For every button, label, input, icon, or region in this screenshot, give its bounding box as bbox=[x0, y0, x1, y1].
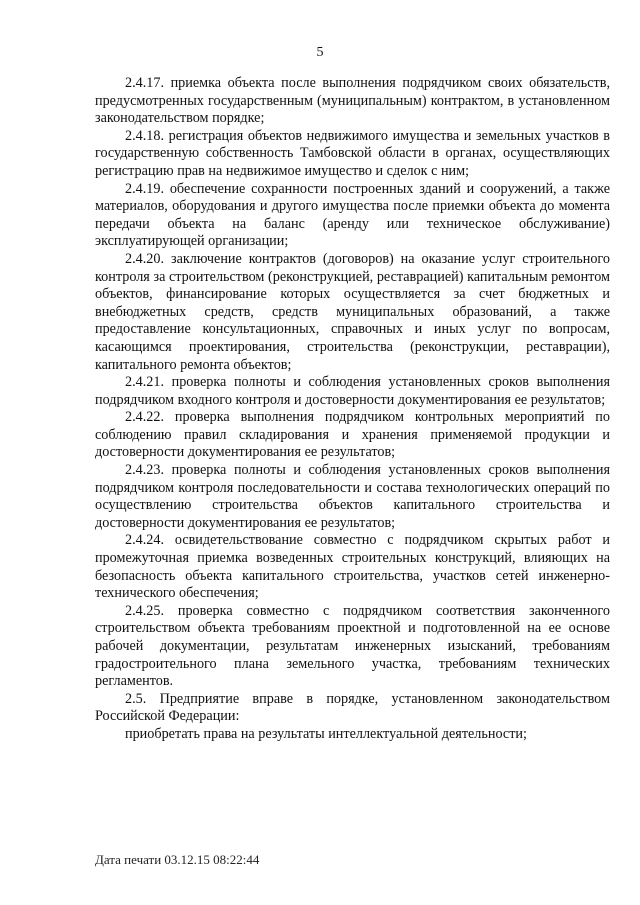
paragraph-2-5: 2.5. Предприятие вправе в порядке, установленном законодательством Российской Федерации: bbox=[95, 690, 610, 725]
document-body bbox=[95, 75, 610, 744]
print-date-footer: Дата печати 03.12.15 08:22:44 bbox=[95, 852, 260, 867]
paragraph-2-4-22: 2.4.22. проверка выполнения подрядчиком контрольных мероприятий по соблюдению правил складирования и хранения применяемой продукции и достоверности документирования ее результатов; bbox=[95, 409, 610, 461]
paragraph-2-4-24: 2.4.24. освидетельствование совместно с подрядчиком скрытых работ и промежуточная приемка возведенных строительных конструкций, влияющих на безопасность объекта капитального строительства, участков сетей инженерно-технического обеспечения; bbox=[95, 532, 610, 602]
paragraph-2-4-21: 2.4.21. проверка полноты и соблюдения установленных сроков выполнения подрядчиком входного контроля и достоверности документирования ее результатов; bbox=[95, 374, 610, 408]
paragraph-2-4-18: 2.4.18. регистрация объектов недвижимого имущества и земельных участков в государственную собственность Тамбовской области в органах, осуществляющих регистрацию прав на недвижимое имущество и сделок с ним; bbox=[95, 127, 610, 179]
paragraph-list-item: приобретать права на результаты интеллектуальной деятельности; bbox=[125, 725, 527, 742]
paragraph-2-4-25: 2.4.25. проверка совместно с подрядчиком соответствия законченного строительством объекта требованиям проектной и подготовленной на ее основе рабочей документации, результатам инженерных изысканий, требованиям градостроительного плана земельного участка, требованиям технических регламентов. bbox=[95, 602, 610, 690]
paragraph-2-4-19: 2.4.19. обеспечение сохранности построенных зданий и сооружений, а также материалов, оборудования и другого имущества после приемки объекта до момента передачи объекта на баланс (аренду или техническое обслуживание) эксплуатирующей организации; bbox=[95, 180, 610, 250]
paragraph-2-4-17: 2.4.17. приемка объекта после выполнения подрядчиком своих обязательств, предусмотренных государственным (муниципальным) контрактом, в установленном законодательством порядке; bbox=[95, 75, 610, 127]
page-number: 5 bbox=[316, 45, 324, 60]
paragraph-2-4-23: 2.4.23. проверка полноты и соблюдения установленных сроков выполнения подрядчиком контроля последовательности и состава технологических операций по осуществлению строительства объектов капитального строительства и достоверности документирования ее результатов; bbox=[95, 462, 610, 531]
paragraph-2-4-20: 2.4.20. заключение контрактов (договоров) на оказание услуг строительного контроля за строительством (реконструкцией, реставрацией) капитальным ремонтом объектов, финансирование которых осуществляется за счет бюджетных и внебюджетных средств, средств муниципальных образований, а также предоставление консультационных, справочных и иных услуг по вопросам, касающимся проектирования, строительства (реконструкции, реставрации), капитального ремонта объектов; bbox=[95, 250, 610, 373]
